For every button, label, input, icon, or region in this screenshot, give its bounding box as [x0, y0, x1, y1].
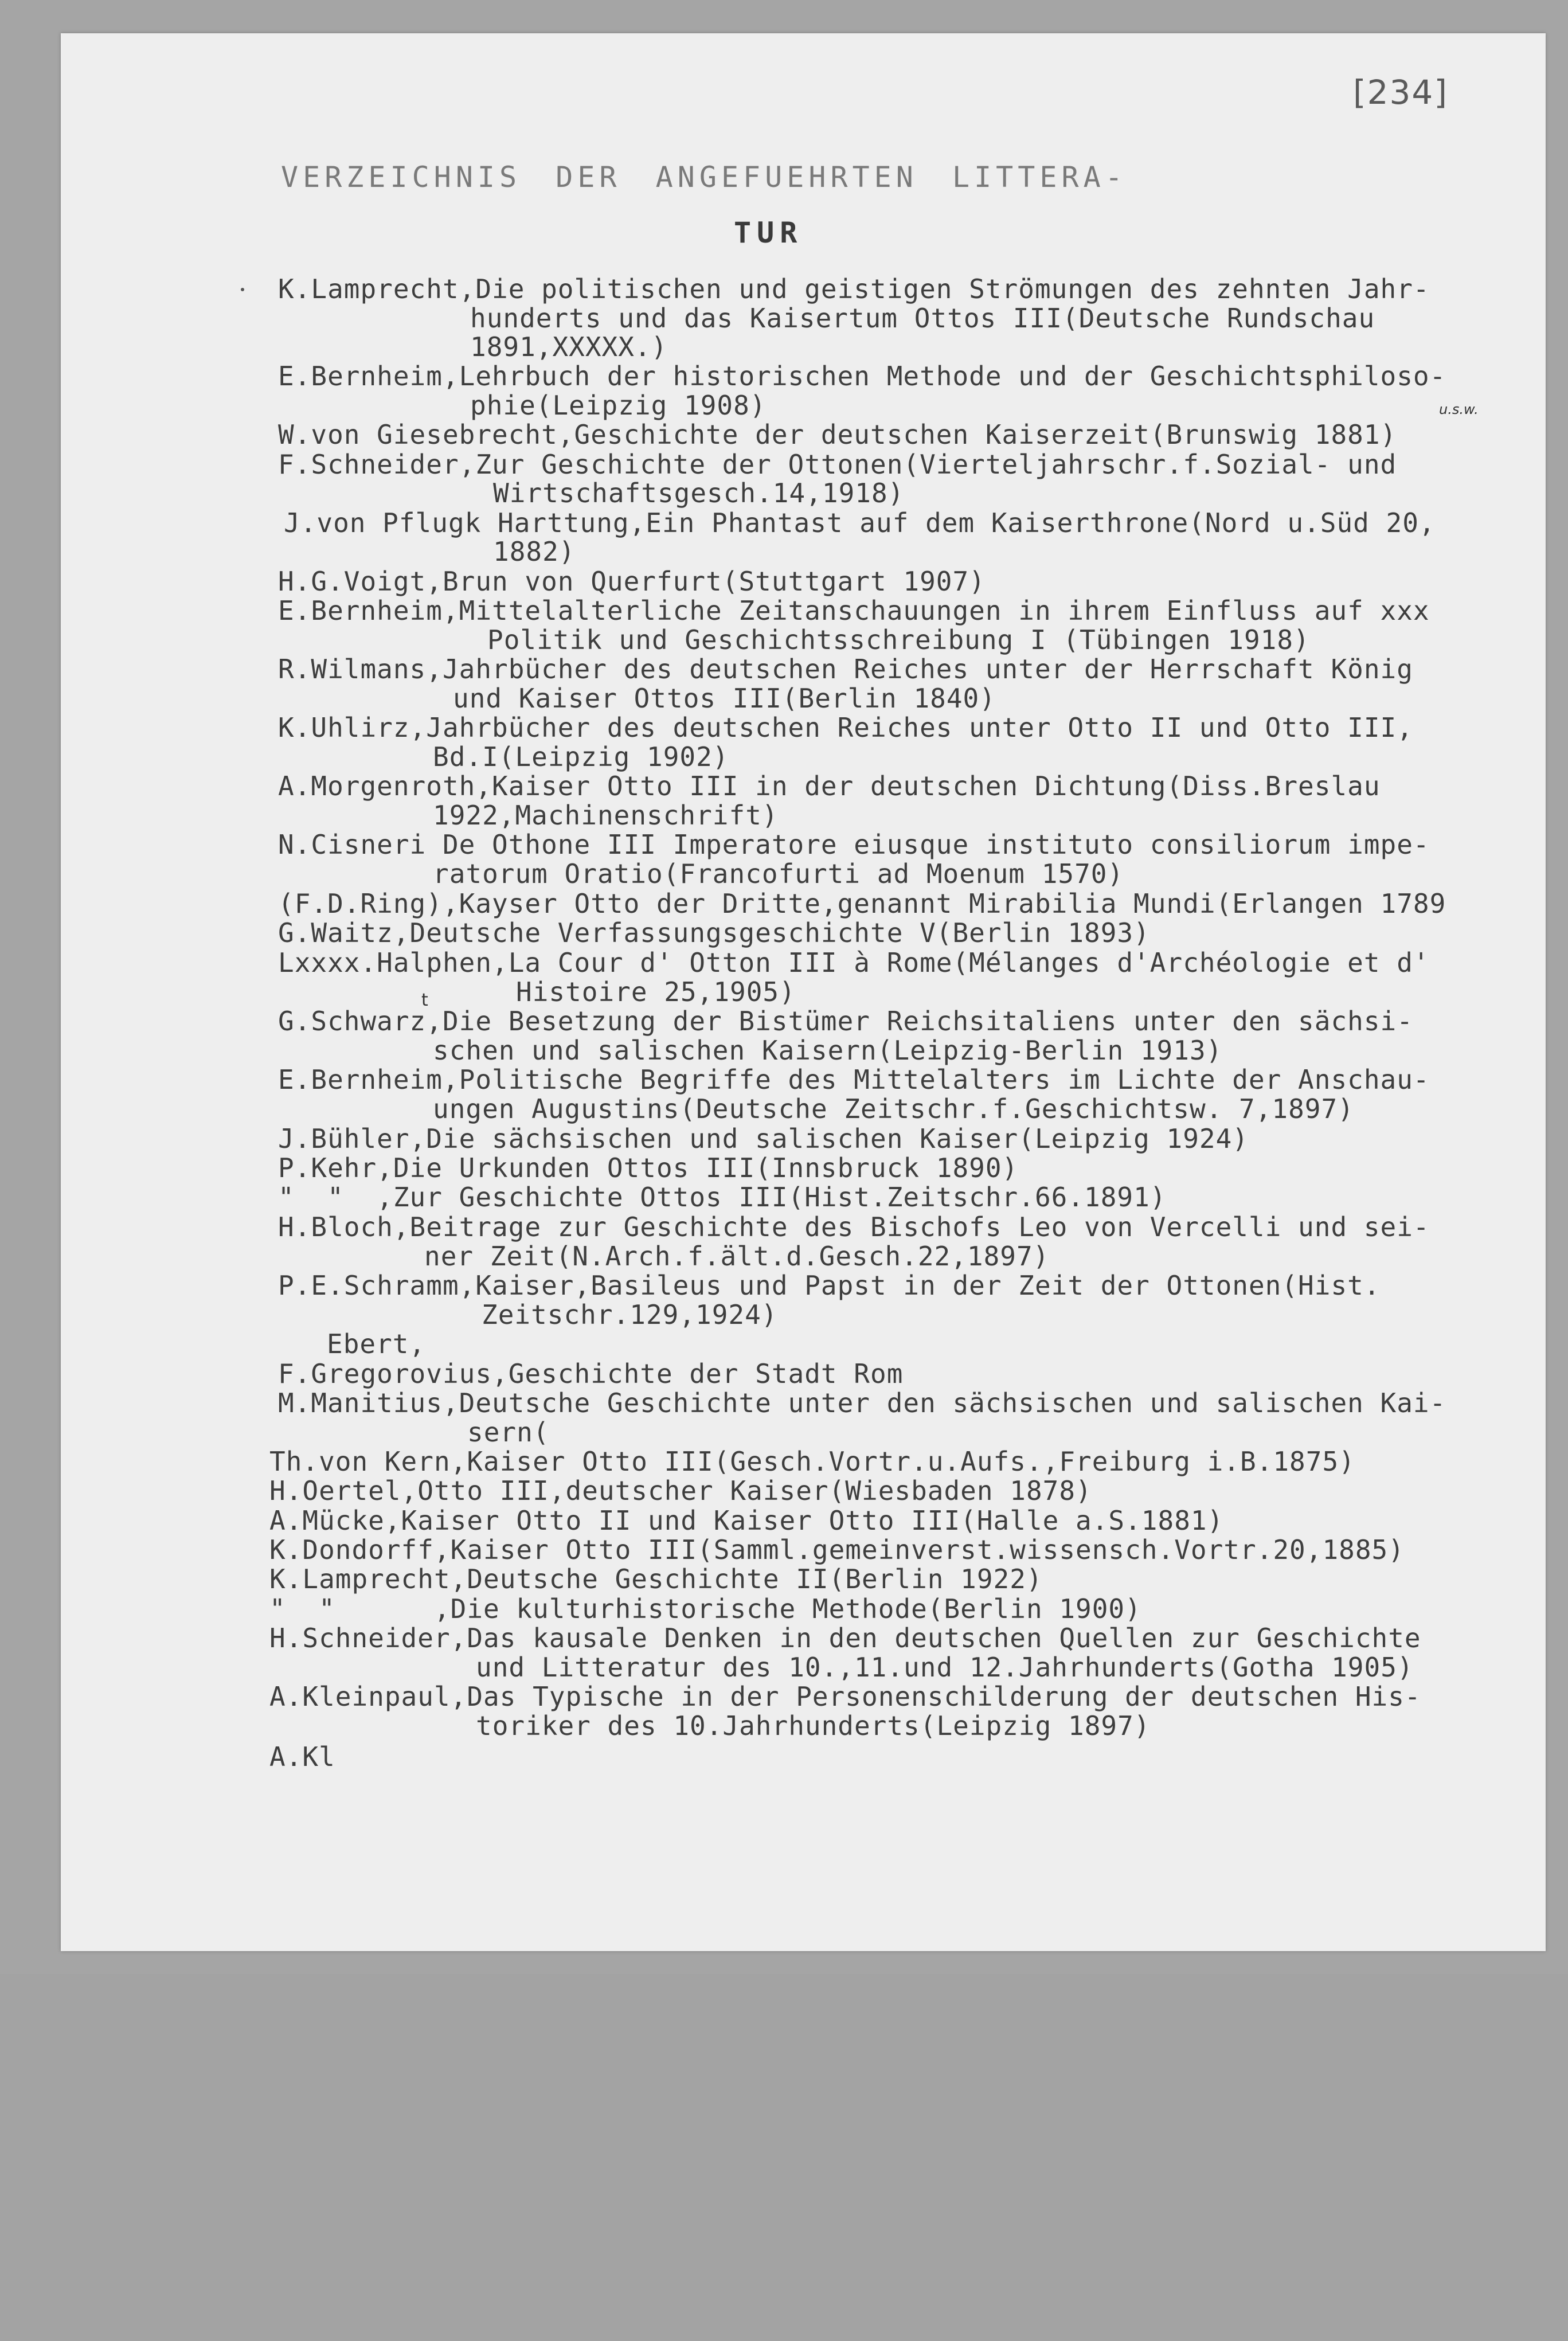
entry-line: H.Schneider,Das kausale Denken in den deutschen Quellen zur Geschichte	[269, 1623, 1421, 1654]
entry-line: M.Manitius,Deutsche Geschichte unter den sächsischen und salischen Kai-	[278, 1388, 1446, 1418]
entry-line: Zeitschr.129,1924)	[482, 1299, 778, 1330]
entry-line: P.Kehr,Die Urkunden Ottos III(Innsbruck 1890)	[278, 1152, 1019, 1183]
entry-line: W.von Giesebrecht,Geschichte der deutschen Kaiserzeit(Brunswig 1881)	[278, 419, 1397, 450]
entry-line: Histoire 25,1905)	[516, 976, 796, 1007]
entry-line: J.von Pflugk Harttung,Ein Phantast auf dem Kaiserthrone(Nord u.Süd 20,	[284, 507, 1436, 538]
entry-line: Ebert,	[327, 1328, 426, 1359]
entry-line: J.Bühler,Die sächsischen und salischen Kaiser(Leipzig 1924)	[278, 1123, 1249, 1154]
entry-line: K.Uhlirz,Jahrbücher des deutschen Reiches unter Otto II und Otto III,	[278, 712, 1413, 743]
entry-line: K.Lamprecht,Die politischen und geistigen Strömungen des zehnten Jahr-	[278, 273, 1430, 304]
entry-line: 1922,Machinenschrift)	[433, 800, 779, 831]
entry-line: G.Schwarz,Die Besetzung der Bistümer Reichsitaliens unter den sächsi-	[278, 1006, 1413, 1037]
entry-line: 1891,XXXXX.)	[470, 331, 668, 362]
entry-line: phie(Leipzig 1908)	[470, 390, 767, 421]
entry-line: G.Waitz,Deutsche Verfassungsgeschichte V(Berlin 1893)	[278, 917, 1150, 948]
entry-line: Politik und Geschichtsschreibung I (Tübingen 1918)	[487, 624, 1310, 655]
handwritten-annotation: u.s.w.	[1439, 401, 1479, 417]
entry-line: A.Kleinpaul,Das Typische in der Personenschilderung der deutschen His-	[269, 1681, 1421, 1712]
entry-line: " " ,Die kulturhistorische Methode(Berlin 1900)	[269, 1593, 1141, 1624]
entry-line: H.Oertel,Otto III,deutscher Kaiser(Wiesbaden 1878)	[269, 1475, 1092, 1506]
entry-line: " " ,Zur Geschichte Ottos III(Hist.Zeitschr.66.1891)	[278, 1182, 1167, 1213]
entry-line: und Litteratur des 10.,11.und 12.Jahrhunderts(Gotha 1905)	[476, 1652, 1414, 1683]
entry-line: und Kaiser Ottos III(Berlin 1840)	[453, 683, 996, 714]
entry-line: P.E.Schramm,Kaiser,Basileus und Papst in der Zeit der Ottonen(Hist.	[278, 1270, 1381, 1301]
entry-line: ratorum Oratio(Francofurti ad Moenum 1570)	[433, 858, 1124, 889]
entry-line: E.Bernheim,Lehrbuch der historischen Methode und der Geschichtsphiloso-	[278, 361, 1446, 392]
margin-mark	[241, 288, 244, 291]
entry-line: A.Kl	[269, 1741, 335, 1772]
entry-line: (F.D.Ring),Kayser Otto der Dritte,genannt Mirabilia Mundi(Erlangen 1789	[278, 888, 1446, 919]
entry-line: 1882)	[493, 536, 576, 567]
entry-line: schen und salischen Kaisern(Leipzig-Berlin 1913)	[433, 1035, 1223, 1066]
entry-line: F.Gregorovius,Geschichte der Stadt Rom	[278, 1358, 904, 1389]
entry-line: toriker des 10.Jahrhunderts(Leipzig 1897)	[476, 1710, 1151, 1741]
entry-line: Lxxxx.Halphen,La Cour d' Otton III à Rome(Mélanges d'Archéologie et d'	[278, 947, 1430, 978]
entry-line: K.Lamprecht,Deutsche Geschichte II(Berlin 1922)	[269, 1564, 1043, 1594]
entry-line: Th.von Kern,Kaiser Otto III(Gesch.Vortr.u.Aufs.,Freiburg i.B.1875)	[269, 1446, 1355, 1477]
entry-line: E.Bernheim,Politische Begriffe des Mittelalters im Lichte der Anschau-	[278, 1064, 1430, 1095]
entry-line: ner Zeit(N.Arch.f.ält.d.Gesch.22,1897)	[424, 1241, 1050, 1272]
handwritten-correction: t	[421, 990, 428, 1010]
page-title-continuation: TUR	[734, 216, 803, 249]
entry-line: F.Schneider,Zur Geschichte der Ottonen(Vierteljahrschr.f.Sozial- und	[278, 449, 1397, 480]
entry-line: H.Bloch,Beitrage zur Geschichte des Bischofs Leo von Vercelli und sei-	[278, 1211, 1430, 1242]
entry-line: Wirtschaftsgesch.14,1918)	[493, 478, 905, 509]
entry-line: R.Wilmans,Jahrbücher des deutschen Reiches unter der Herrschaft König	[278, 654, 1413, 685]
entry-line: H.G.Voigt,Brun von Querfurt(Stuttgart 1907)	[278, 566, 986, 597]
entry-line: A.Mücke,Kaiser Otto II und Kaiser Otto III(Halle a.S.1881)	[269, 1505, 1224, 1536]
entry-line: Bd.I(Leipzig 1902)	[433, 741, 729, 772]
entry-line: A.Morgenroth,Kaiser Otto III in der deutschen Dichtung(Diss.Breslau	[278, 771, 1381, 802]
entry-line: ungen Augustins(Deutsche Zeitschr.f.Geschichtsw. 7,1897)	[433, 1093, 1354, 1124]
entry-line: K.Dondorff,Kaiser Otto III(Samml.gemeinverst.wissensch.Vortr.20,1885)	[269, 1534, 1405, 1565]
entry-line: N.Cisneri De Othone III Imperatore eiusque instituto consiliorum impe-	[278, 829, 1430, 860]
page-title: VERZEICHNIS DER ANGEFUEHRTEN LITTERA-	[281, 161, 1127, 194]
entry-line: hunderts und das Kaisertum Ottos III(Deutsche Rundschau	[470, 303, 1375, 334]
page-number: [234]	[1353, 73, 1448, 112]
entry-line: E.Bernheim,Mittelalterliche Zeitanschauungen in ihrem Einfluss auf xxx	[278, 595, 1430, 626]
entry-line: sern(	[467, 1417, 550, 1448]
